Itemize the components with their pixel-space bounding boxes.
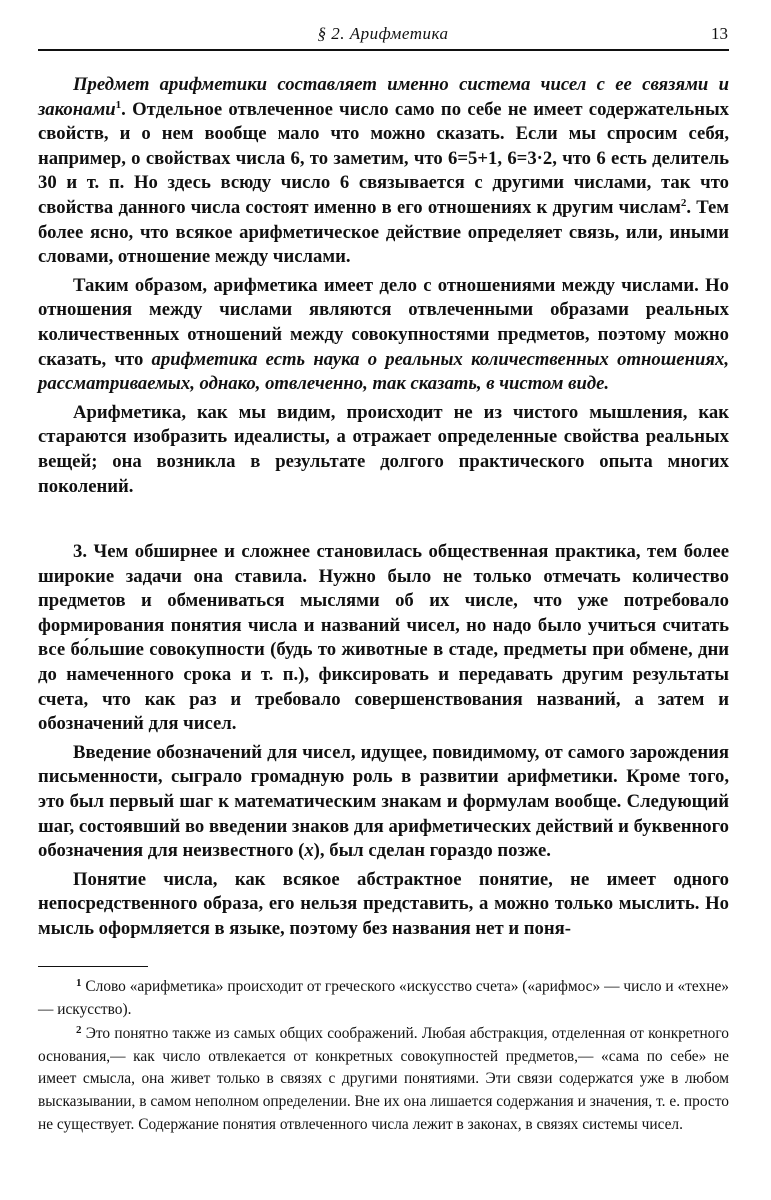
footnotes xyxy=(38,976,729,1138)
paragraph-concept-of-number xyxy=(38,868,729,942)
footnote-ref-1: 1 xyxy=(115,98,122,111)
italic-lead: Предмет арифметики составляет именно система чисел с ее связями и законами xyxy=(38,74,729,120)
paragraph-origin xyxy=(38,401,729,499)
header-rule xyxy=(38,49,729,51)
paragraph-text: Понятие числа, как всякое абстрактное понятие, не имеет одного непосредственного образа, его нельзя представить, а можно только мыслить. Но мысль оформляется в языке, поэтому без названия нет и поня- xyxy=(38,868,729,939)
running-title: § 2. Арифметика xyxy=(317,24,449,43)
paragraph-notation xyxy=(38,741,729,864)
running-header xyxy=(38,20,728,48)
footnote-mark: 2 xyxy=(76,1024,82,1037)
paragraph-text: ), был сделан гораздо позже. xyxy=(313,840,551,862)
paragraph-subject-of-arithmetic xyxy=(38,73,729,270)
paragraph-text: Введение обозначений для чисел, идущее, повидимому, от самого зарождения письменности, сыграло громадную роль в развитии арифметики. Кроме того, это был первый шаг к математическим знакам и формулам вообще. Следующий шаг, состоявший во введении знаков для арифметических действий и буквенного обозначения для неизвестного ( xyxy=(38,741,729,862)
paragraph-text: . Отдельное отвлеченное число само по себе не имеет содержательных свойств, и о нем вообще мало что можно сказать. Если мы спросим себя, например, о свойствах числа 6, то заметим, что 6=5+1, 6=3·2, что 6 есть делитель 30 и т. п. Но здесь всюду число 6 связывается с другими числами, так что свойства данного числа состоят именно в его отношениях к другим числам xyxy=(38,98,729,218)
footnote-1 xyxy=(38,976,729,1021)
footnote-rule xyxy=(38,966,148,967)
variable-x: x xyxy=(304,840,314,862)
paragraph-relations xyxy=(38,274,729,397)
footnote-text: Это понятно также из самых общих соображений. Любая абстракция, отделенная от конкретного основания,— как число отвлекается от конкретных совокупностей предметов,— «сама по себе» не имеет смысла, она живет только в связях с другими понятиями. Эти связи содержатся уже в любом высказывании, в самом неполном определении. Вне их она лишается содержания и значения, т. е. просто не существует. Содержание понятия отвлеченного числа лежит в законах, в связях системы чисел. xyxy=(38,1025,729,1133)
footnote-2 xyxy=(38,1023,729,1136)
footnote-text: Слово «арифметика» происходит от греческого «искусство счета» («арифмос» — число и «техне» — искусство). xyxy=(38,978,729,1018)
paragraph-text: Арифметика, как мы видим, происходит не из чистого мышления, как стараются изобразить идеалисты, а отражает определенные свойства реальных вещей; она возникла в результате долгого практического опыта многих поколений. xyxy=(38,401,729,497)
body-block-top xyxy=(38,73,729,503)
body-block-section-3 xyxy=(38,540,729,946)
italic-definition: арифметика есть наука о реальных количественных отношениях, рассматриваемых, однако, отвлеченно, так сказать, в чистом виде. xyxy=(38,348,729,395)
page-number: 13 xyxy=(711,24,728,43)
paragraph-text: 3. Чем обширнее и сложнее становилась общественная практика, тем более широкие задачи она ставила. Нужно было не только отмечать количество предметов и обмениваться мыслями об их числе, что уже потребовало формирования понятия числа и названий чисел, но надо было учиться считать все бо́льшие совокупности (будь то животные в стаде, предметы при обмене, дни до намеченного срока и т. п.), фиксировать и передавать другим результаты счета, что как раз и требовало совершенствования названий, а затем и обозначений для чисел. xyxy=(38,541,729,735)
paragraph-section-3 xyxy=(38,540,729,737)
paragraph-text: Таким образом, арифметика имеет дело с отношениями между числами. Но отношения между числами являются отвлеченными образами реальных количественных отношений между совокупностями предметов, поэтому можно сказать, что xyxy=(38,274,729,370)
footnote-ref-2: 2 xyxy=(680,196,687,209)
footnote-mark: 1 xyxy=(76,977,82,989)
paragraph-text: . Тем более ясно, что всякое арифметическое действие определяет связь, или, иными словами, отношение между числами. xyxy=(38,196,729,268)
